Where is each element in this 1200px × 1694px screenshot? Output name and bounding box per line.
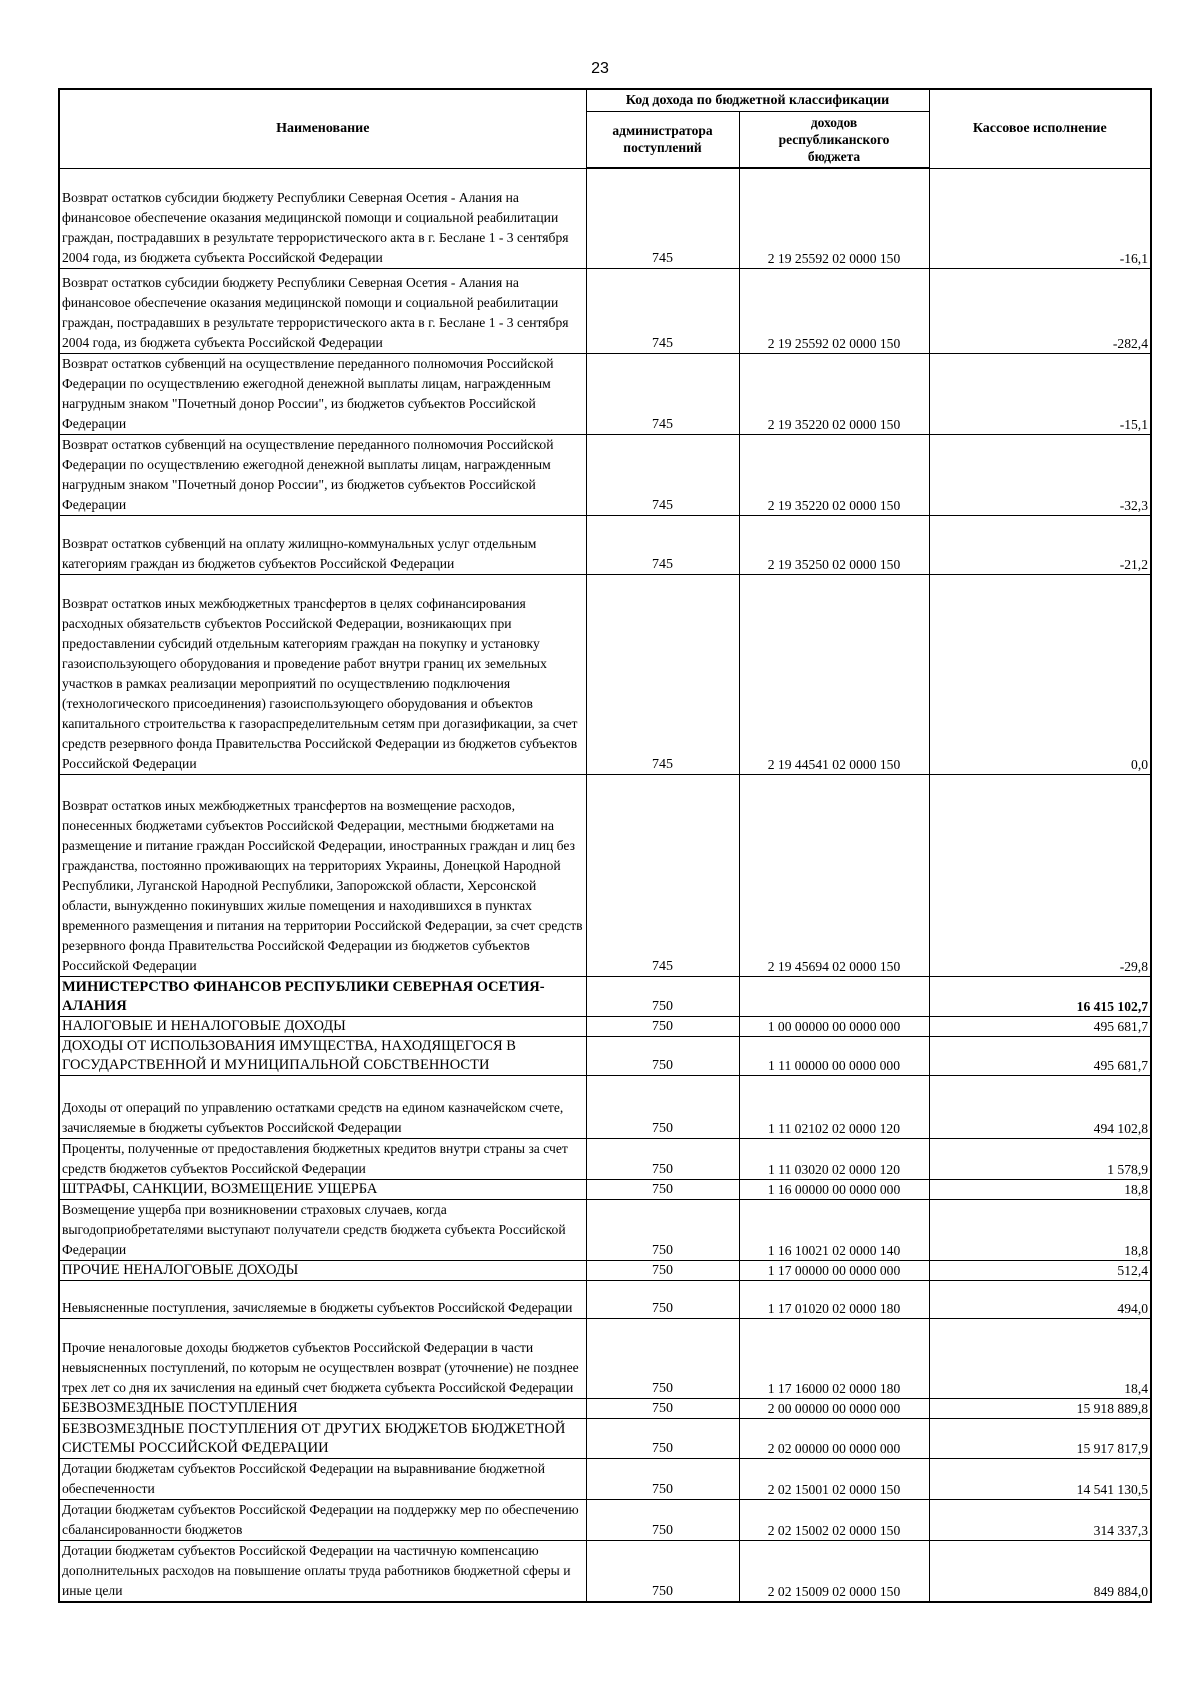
table-row [59, 515, 1151, 574]
row-cash-execution: 18,4 [929, 1318, 1151, 1398]
row-income-code: 1 11 00000 00 0000 000 [739, 1036, 929, 1075]
row-income-code: 2 19 25592 02 0000 150 [739, 168, 929, 268]
table-row [59, 1318, 1151, 1398]
row-name: Возврат остатков субвенций на осуществление переданного полномочия Российской Федерации по осуществлению ежегодной денежной выплаты лицам, награжденным нагрудным знаком "Почетный донор России", из бюджетов субъектов Российской Федерации [59, 353, 586, 434]
row-administrator-code: 745 [586, 168, 739, 268]
row-administrator-code: 745 [586, 353, 739, 434]
row-name: Прочие неналоговые доходы бюджетов субъектов Российской Федерации в части невыясненных поступлений, по которым не осуществлен возврат (уточнение) не позднее трех лет со дня их зачисления на единый счет бюджета субъекта Российской Федерации [59, 1318, 586, 1398]
row-cash-execution: -16,1 [929, 168, 1151, 268]
row-cash-execution: 14 541 130,5 [929, 1458, 1151, 1499]
row-name: МИНИСТЕРСТВО ФИНАНСОВ РЕСПУБЛИКИ СЕВЕРНАЯ ОСЕТИЯ-АЛАНИЯ [59, 976, 586, 1016]
table-row [59, 1199, 1151, 1260]
row-name: Невыясненные поступления, зачисляемые в бюджеты субъектов Российской Федерации [59, 1280, 586, 1318]
row-administrator-code: 750 [586, 1075, 739, 1138]
row-cash-execution: 495 681,7 [929, 1036, 1151, 1075]
row-cash-execution: 495 681,7 [929, 1016, 1151, 1036]
row-cash-execution: -32,3 [929, 434, 1151, 515]
row-income-code: 2 02 00000 00 0000 000 [739, 1418, 929, 1458]
row-administrator-code: 745 [586, 515, 739, 574]
table-row [59, 976, 1151, 1016]
row-income-code: 1 11 02102 02 0000 120 [739, 1075, 929, 1138]
row-income-code: 1 17 16000 02 0000 180 [739, 1318, 929, 1398]
table-row [59, 268, 1151, 353]
table-row [59, 1398, 1151, 1418]
table-row [59, 574, 1151, 774]
row-cash-execution: 18,8 [929, 1199, 1151, 1260]
table-row [59, 1458, 1151, 1499]
row-name: Возврат остатков иных межбюджетных трансфертов на возмещение расходов, понесенных бюджетами субъектов Российской Федерации, местными бюджетами на размещение и питание граждан Российской Федерации, иностранных граждан и лиц без гражданства, постоянно проживающих на территориях Украины, Донецкой Народной Республики, Луганской Народной Республики, Запорожской области, Херсонской области, вынужденно покинувших жилые помещения и находившихся в пунктах временного размещения и питания на территории Российской Федерации, за счет средств резервного фонда Правительства Российской Федерации из бюджетов субъектов Российской Федерации [59, 774, 586, 976]
table-row [59, 1016, 1151, 1036]
row-administrator-code: 750 [586, 1016, 739, 1036]
row-cash-execution: 15 917 817,9 [929, 1418, 1151, 1458]
row-administrator-code: 750 [586, 1318, 739, 1398]
table-row [59, 434, 1151, 515]
row-name: Возмещение ущерба при возникновении страховых случаев, когда выгодоприобретателями выступают получатели средств бюджета субъекта Российской Федерации [59, 1199, 586, 1260]
header-administrator: администратора поступлений [586, 111, 739, 168]
row-cash-execution: 16 415 102,7 [929, 976, 1151, 1016]
row-administrator-code: 750 [586, 1458, 739, 1499]
row-name: Доходы от операций по управлению остатками средств на едином казначейском счете, зачисляемые в бюджеты субъектов Российской Федерации [59, 1075, 586, 1138]
row-income-code [739, 976, 929, 1016]
table-row [59, 1075, 1151, 1138]
row-name: Дотации бюджетам субъектов Российской Федерации на поддержку мер по обеспечению сбалансированности бюджетов [59, 1499, 586, 1540]
row-name: ШТРАФЫ, САНКЦИИ, ВОЗМЕЩЕНИЕ УЩЕРБА [59, 1179, 586, 1199]
page-number: 23 [591, 60, 609, 77]
row-administrator-code: 750 [586, 976, 739, 1016]
row-administrator-code: 750 [586, 1499, 739, 1540]
table-row [59, 1540, 1151, 1602]
row-administrator-code: 750 [586, 1138, 739, 1179]
row-administrator-code: 750 [586, 1260, 739, 1280]
row-income-code: 2 02 15001 02 0000 150 [739, 1458, 929, 1499]
row-cash-execution: 849 884,0 [929, 1540, 1151, 1602]
row-name: Возврат остатков субвенций на оплату жилищно-коммунальных услуг отдельным категориям граждан из бюджетов субъектов Российской Федерации [59, 515, 586, 574]
header-cash-execution: Кассовое исполнение [929, 89, 1151, 168]
row-administrator-code: 750 [586, 1540, 739, 1602]
row-administrator-code: 750 [586, 1398, 739, 1418]
row-income-code: 2 19 35220 02 0000 150 [739, 353, 929, 434]
table-row [59, 353, 1151, 434]
row-income-code: 1 00 00000 00 0000 000 [739, 1016, 929, 1036]
row-income-code: 1 16 10021 02 0000 140 [739, 1199, 929, 1260]
row-name: Возврат остатков субсидии бюджету Республики Северная Осетия - Алания на финансовое обеспечение оказания медицинской помощи и социальной реабилитации граждан, пострадавших в результате террористического акта в г. Беслане 1 - 3 сентября 2004 года, из бюджета субъекта Российской Федерации [59, 268, 586, 353]
row-income-code: 2 00 00000 00 0000 000 [739, 1398, 929, 1418]
row-administrator-code: 750 [586, 1280, 739, 1318]
row-income-code: 1 16 00000 00 0000 000 [739, 1179, 929, 1199]
row-cash-execution: 18,8 [929, 1179, 1151, 1199]
row-name: Возврат остатков иных межбюджетных трансфертов в целях софинансирования расходных обязательств субъектов Российской Федерации, возникающих при предоставлении субсидий отдельным категориям граждан на покупку и установку газоиспользующего оборудования и проведение работ внутри границ их земельных участков в рамках реализации мероприятий по осуществлению подключения (технологического присоединения) газоиспользующего оборудования и объектов капитального строительства к газораспределительным сетям при догазификации, за счет средств резервного фонда Правительства Российской Федерации из бюджетов субъектов Российской Федерации [59, 574, 586, 774]
row-income-code: 2 02 15009 02 0000 150 [739, 1540, 929, 1602]
header-income-code: доходов республиканского бюджета [739, 111, 929, 168]
row-income-code: 2 19 44541 02 0000 150 [739, 574, 929, 774]
row-income-code: 2 19 25592 02 0000 150 [739, 268, 929, 353]
row-cash-execution: -21,2 [929, 515, 1151, 574]
row-name: Возврат остатков субвенций на осуществление переданного полномочия Российской Федерации по осуществлению ежегодной денежной выплаты лицам, награжденным нагрудным знаком "Почетный донор России", из бюджетов субъектов Российской Федерации [59, 434, 586, 515]
row-name: Возврат остатков субсидии бюджету Республики Северная Осетия - Алания на финансовое обеспечение оказания медицинской помощи и социальной реабилитации граждан, пострадавших в результате террористического акта в г. Беслане 1 - 3 сентября 2004 года, из бюджета субъекта Российской Федерации [59, 168, 586, 268]
header-budget-code-group: Код дохода по бюджетной классификации [586, 89, 929, 111]
row-name: Дотации бюджетам субъектов Российской Федерации на выравнивание бюджетной обеспеченности [59, 1458, 586, 1499]
row-administrator-code: 750 [586, 1036, 739, 1075]
row-cash-execution: -15,1 [929, 353, 1151, 434]
row-cash-execution: 0,0 [929, 574, 1151, 774]
table-row [59, 1280, 1151, 1318]
row-administrator-code: 750 [586, 1179, 739, 1199]
table-body [59, 168, 1151, 1602]
row-name: Проценты, полученные от предоставления бюджетных кредитов внутри страны за счет средств бюджетов субъектов Российской Федерации [59, 1138, 586, 1179]
row-cash-execution: 494,0 [929, 1280, 1151, 1318]
row-cash-execution: 314 337,3 [929, 1499, 1151, 1540]
table-row [59, 168, 1151, 268]
row-cash-execution: 15 918 889,8 [929, 1398, 1151, 1418]
row-income-code: 1 17 01020 02 0000 180 [739, 1280, 929, 1318]
row-cash-execution: -282,4 [929, 268, 1151, 353]
row-administrator-code: 750 [586, 1418, 739, 1458]
row-income-code: 2 19 35250 02 0000 150 [739, 515, 929, 574]
table-row [59, 1260, 1151, 1280]
row-name: Дотации бюджетам субъектов Российской Федерации на частичную компенсацию дополнительных расходов на повышение оплаты труда работников бюджетной сферы и иные цели [59, 1540, 586, 1602]
row-name: БЕЗВОЗМЕЗДНЫЕ ПОСТУПЛЕНИЯ [59, 1398, 586, 1418]
row-name: ДОХОДЫ ОТ ИСПОЛЬЗОВАНИЯ ИМУЩЕСТВА, НАХОДЯЩЕГОСЯ В ГОСУДАРСТВЕННОЙ И МУНИЦИПАЛЬНОЙ СОБСТВЕННОСТИ [59, 1036, 586, 1075]
row-cash-execution: 1 578,9 [929, 1138, 1151, 1179]
row-cash-execution: -29,8 [929, 774, 1151, 976]
row-administrator-code: 750 [586, 1199, 739, 1260]
row-income-code: 1 11 03020 02 0000 120 [739, 1138, 929, 1179]
header-name: Наименование [59, 89, 586, 168]
table-row [59, 1418, 1151, 1458]
row-administrator-code: 745 [586, 434, 739, 515]
table-row [59, 1179, 1151, 1199]
row-income-code: 1 17 00000 00 0000 000 [739, 1260, 929, 1280]
row-administrator-code: 745 [586, 268, 739, 353]
row-income-code: 2 02 15002 02 0000 150 [739, 1499, 929, 1540]
row-cash-execution: 494 102,8 [929, 1075, 1151, 1138]
row-income-code: 2 19 45694 02 0000 150 [739, 774, 929, 976]
row-administrator-code: 745 [586, 774, 739, 976]
table-row [59, 774, 1151, 976]
table-row [59, 1138, 1151, 1179]
row-cash-execution: 512,4 [929, 1260, 1151, 1280]
row-name: БЕЗВОЗМЕЗДНЫЕ ПОСТУПЛЕНИЯ ОТ ДРУГИХ БЮДЖЕТОВ БЮДЖЕТНОЙ СИСТЕМЫ РОССИЙСКОЙ ФЕДЕРАЦИИ [59, 1418, 586, 1458]
row-name: ПРОЧИЕ НЕНАЛОГОВЫЕ ДОХОДЫ [59, 1260, 586, 1280]
row-administrator-code: 745 [586, 574, 739, 774]
table-row [59, 1036, 1151, 1075]
budget-revenue-table [58, 88, 1152, 1603]
table-row [59, 1499, 1151, 1540]
row-name: НАЛОГОВЫЕ И НЕНАЛОГОВЫЕ ДОХОДЫ [59, 1016, 586, 1036]
table-header [59, 89, 1151, 168]
row-income-code: 2 19 35220 02 0000 150 [739, 434, 929, 515]
